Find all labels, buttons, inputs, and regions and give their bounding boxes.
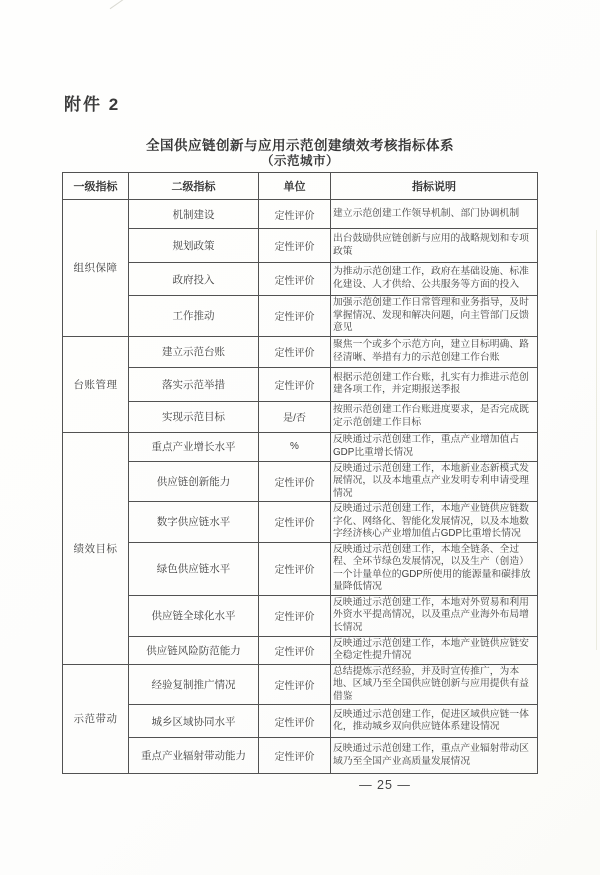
level1-indicator-cell: 绩效目标 [63,432,129,664]
level2-indicator-cell: 规划政策 [129,229,259,263]
unit-cell: 定性评价 [259,296,331,337]
level2-indicator-cell: 供应链创新能力 [129,461,259,502]
unit-cell: 定性评价 [259,200,331,229]
level2-indicator-cell: 政府投入 [129,263,259,296]
level2-indicator-cell: 数字供应链水平 [129,502,259,543]
description-cell: 反映通过示范创建工作，本地对外贸易和利用外资水平提高情况，以及重点产业海外布局增长情况 [331,595,538,636]
unit-cell: 是/否 [259,401,331,432]
level2-indicator-cell: 经验复制推广情况 [129,664,259,705]
page-number: — 25 — [359,778,411,792]
description-cell: 出台鼓励供应链创新与应用的战略规划和专项政策 [331,229,538,263]
description-cell: 加强示范创建工作日常管理和业务指导，及时掌握情况、发现和解决问题，向主管部门反馈意见 [331,296,538,337]
attachment-label: 附件 2 [64,95,121,114]
unit-cell: 定性评价 [259,461,331,502]
unit-cell: 定性评价 [259,595,331,636]
table-row [63,296,538,337]
level1-indicator-cell: 示范带动 [63,664,129,774]
table-row [63,502,538,543]
level2-indicator-cell: 重点产业增长水平 [129,432,259,461]
unit-cell: 定性评价 [259,229,331,263]
description-cell: 按照示范创建工作台账进度要求，是否完成既定示范创建工作目标 [331,401,538,432]
description-cell: 反映通过示范创建工作，本地全链条、全过程、全环节绿色发展情况，以及生产（创造）一个计量单位的GDP所使用的能源量和碳排放量降低情况 [331,542,538,595]
level1-indicator-cell: 组织保障 [63,200,129,337]
description-cell: 为推动示范创建工作，政府在基础设施、标准化建设、人才供给、公共服务等方面的投入 [331,263,538,296]
description-cell: 反映通过示范创建工作，重点产业辐射带动区域乃至全国产业高质量发展情况 [331,738,538,774]
table-row [63,336,538,367]
table-row [63,461,538,502]
document-subtitle: （示范城市） [260,154,339,168]
table-row [63,664,538,705]
header-description: 指标说明 [331,173,538,200]
table-row [63,738,538,774]
scan-edge-line [596,230,597,650]
table-row [63,432,538,461]
unit-cell: 定性评价 [259,367,331,401]
description-cell: 反映通过示范创建工作，本地产业链供应链数字化、网络化、智能化发展情况，以及本地数字经济核心产业增加值占GDP比重增长情况 [331,502,538,543]
unit-cell: 定性评价 [259,705,331,738]
level2-indicator-cell: 供应链全球化水平 [129,595,259,636]
unit-cell: 定性评价 [259,263,331,296]
description-cell: 根据示范创建工作台账，扎实有力推进示范创建各项工作，并定期报送季报 [331,367,538,401]
level2-indicator-cell: 建立示范台账 [129,336,259,367]
description-cell: 聚焦一个或多个示范方向，建立目标明确、路径清晰、举措有力的示范创建工作台账 [331,336,538,367]
table-row [63,263,538,296]
table-body [63,200,538,774]
description-cell: 反映通过示范创建工作，本地新业态新模式发展情况，以及本地重点产业发明专利申请受理情况 [331,461,538,502]
header-unit: 单位 [259,173,331,200]
description-cell: 建立示范创建工作领导机制、部门协调机制 [331,200,538,229]
level1-indicator-cell: 台账管理 [63,336,129,432]
scan-artifact [110,0,129,9]
table-row [63,636,538,664]
unit-cell: 定性评价 [259,738,331,774]
level2-indicator-cell: 实现示范目标 [129,401,259,432]
table-row [63,401,538,432]
table-row [63,705,538,738]
page-number-row [0,778,600,792]
table-header-row [63,173,538,200]
table-row [63,200,538,229]
unit-cell: 定性评价 [259,336,331,367]
table-row [63,367,538,401]
level2-indicator-cell: 机制建设 [129,200,259,229]
unit-cell: % [259,432,331,461]
unit-cell: 定性评价 [259,664,331,705]
table-row [63,229,538,263]
indicator-table [62,172,538,774]
unit-cell: 定性评价 [259,502,331,543]
level2-indicator-cell: 供应链风险防范能力 [129,636,259,664]
level2-indicator-cell: 落实示范举措 [129,367,259,401]
level2-indicator-cell: 重点产业辐射带动能力 [129,738,259,774]
description-cell: 反映通过示范创建工作，促进区域供应链一体化，推动城乡双向供应链体系建设情况 [331,705,538,738]
header-level1: 一级指标 [63,173,129,200]
level2-indicator-cell: 绿色供应链水平 [129,542,259,595]
description-cell: 反映通过示范创建工作，本地产业链供应链安全稳定性提升情况 [331,636,538,664]
description-cell: 反映通过示范创建工作，重点产业增加值占GDP比重增长情况 [331,432,538,461]
unit-cell: 定性评价 [259,542,331,595]
header-level2: 二级指标 [129,173,259,200]
unit-cell: 定性评价 [259,636,331,664]
level2-indicator-cell: 城乡区域协同水平 [129,705,259,738]
document-title: 全国供应链创新与应用示范创建绩效考核指标体系 [146,138,454,153]
level2-indicator-cell: 工作推动 [129,296,259,337]
table-row [63,595,538,636]
description-cell: 总结提炼示范经验，并及时宣传推广，为本地、区域乃至全国供应链创新与应用提供有益借鉴 [331,664,538,705]
table-row [63,542,538,595]
